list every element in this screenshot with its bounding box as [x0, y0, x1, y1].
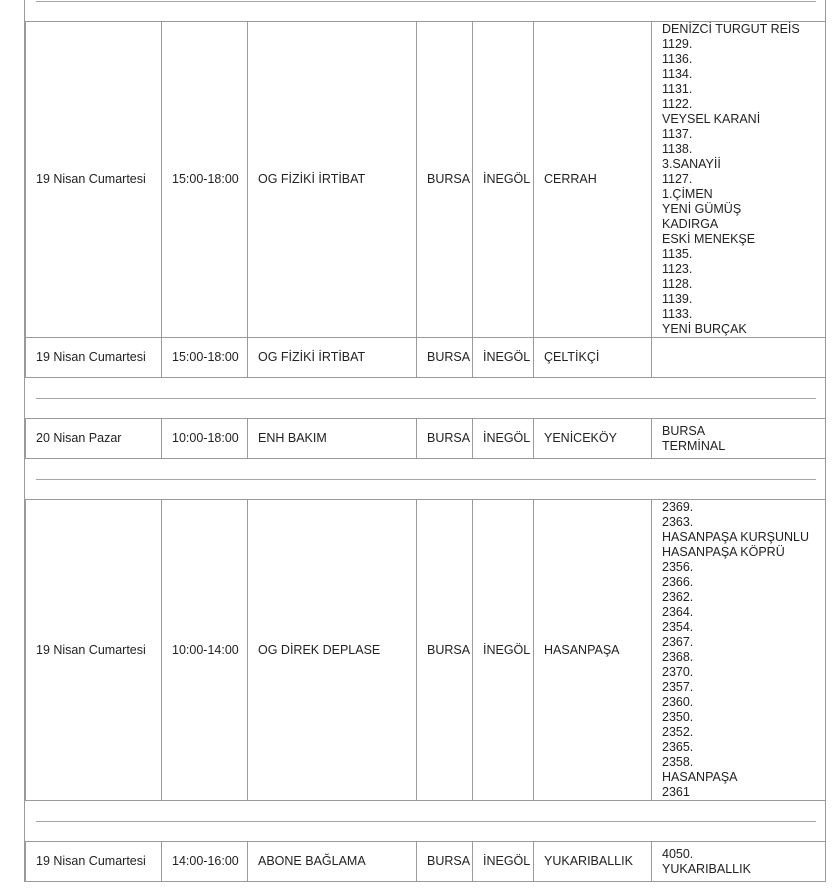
- table-row: [26, 338, 826, 378]
- affected-place-item: YENİ GÜMÜŞ: [662, 202, 742, 216]
- separator-row: [26, 459, 826, 500]
- work-type-cell: ENH BAKIM: [248, 419, 417, 459]
- affected-place-item: 1131.: [662, 82, 693, 96]
- affected-place-item: 3.SANAYİİ: [662, 157, 721, 171]
- district-cell: İNEGÖL: [473, 338, 534, 378]
- separator-row: [26, 378, 826, 419]
- affected-place-item: KADIRGA: [662, 217, 719, 231]
- affected-place-item: DENİZCİ TURGUT REİS: [662, 22, 800, 36]
- work-type-cell: OG FİZİKİ İRTİBAT: [248, 338, 417, 378]
- table-row: [26, 842, 826, 882]
- affected-place-item: 1.ÇİMEN: [662, 187, 713, 201]
- affected-place-item: 2363.: [662, 515, 694, 529]
- affected-places-cell: [652, 338, 826, 378]
- affected-place-item: 2367.: [662, 635, 694, 649]
- work-type-cell: OG FİZİKİ İRTİBAT: [248, 22, 417, 338]
- neighborhood-cell: YENİCEKÖY: [534, 419, 652, 459]
- table-row: [26, 419, 826, 459]
- affected-place-item: 2370.: [662, 665, 694, 679]
- time-cell: 10:00-18:00: [162, 419, 248, 459]
- affected-place-item: VEYSEL KARANİ: [662, 112, 761, 126]
- separator-line: [36, 479, 816, 480]
- neighborhood-cell: HASANPAŞA: [534, 500, 652, 801]
- table-row: [26, 500, 826, 801]
- affected-place-item: 2368.: [662, 650, 694, 664]
- neighborhood-cell: ÇELTİKÇİ: [534, 338, 652, 378]
- separator-row: [26, 801, 826, 842]
- outage-table-container: [24, 0, 826, 882]
- affected-place-item: YUKARIBALLIK: [662, 861, 751, 876]
- time-cell: 14:00-16:00: [162, 842, 248, 882]
- city-cell: BURSA: [417, 842, 473, 882]
- city-cell: BURSA: [417, 419, 473, 459]
- date-cell: 19 Nisan Cumartesi: [26, 500, 162, 801]
- work-type-cell: OG DİREK DEPLASE: [248, 500, 417, 801]
- district-cell: İNEGÖL: [473, 419, 534, 459]
- district-cell: İNEGÖL: [473, 842, 534, 882]
- affected-place-item: 1129.: [662, 37, 693, 51]
- affected-place-item: YENİ BURÇAK: [662, 322, 747, 336]
- separator-line: [36, 398, 816, 399]
- city-cell: BURSA: [417, 22, 473, 338]
- affected-place-item: 2358.: [662, 755, 694, 769]
- affected-place-item: HASANPAŞA KURŞUNLU: [662, 530, 810, 544]
- affected-place-item: ESKİ MENEKŞE: [662, 232, 756, 246]
- affected-places-cell: [652, 842, 826, 882]
- district-cell: İNEGÖL: [473, 500, 534, 801]
- affected-place-item: 1122.: [662, 97, 693, 111]
- affected-place-item: 1138.: [662, 142, 693, 156]
- date-cell: 19 Nisan Cumartesi: [26, 22, 162, 338]
- affected-place-item: 4050.: [662, 846, 694, 861]
- date-cell: 19 Nisan Cumartesi: [26, 338, 162, 378]
- affected-place-item: 2369.: [662, 500, 694, 514]
- separator-line: [36, 1, 816, 2]
- table-row: [26, 22, 826, 338]
- affected-place-item: 2362.: [662, 590, 694, 604]
- affected-place-item: 1128.: [662, 277, 693, 291]
- affected-place-item: BURSA: [662, 423, 706, 438]
- affected-place-item: 2352.: [662, 725, 694, 739]
- affected-place-item: 1127.: [662, 172, 693, 186]
- affected-place-item: 2365.: [662, 740, 694, 754]
- affected-place-item: 2356.: [662, 560, 694, 574]
- affected-places-cell: [652, 419, 826, 459]
- date-cell: 20 Nisan Pazar: [26, 419, 162, 459]
- affected-place-item: TERMİNAL: [662, 438, 726, 453]
- neighborhood-cell: YUKARIBALLIK: [534, 842, 652, 882]
- affected-place-item: HASANPAŞA: [662, 770, 738, 784]
- time-cell: 15:00-18:00: [162, 338, 248, 378]
- separator-row: [26, 0, 826, 22]
- time-cell: 15:00-18:00: [162, 22, 248, 338]
- affected-place-item: 2361: [662, 785, 690, 799]
- city-cell: BURSA: [417, 338, 473, 378]
- separator-line: [36, 821, 816, 822]
- affected-place-item: 2350.: [662, 710, 694, 724]
- affected-place-item: 2360.: [662, 695, 694, 709]
- affected-place-item: 1139.: [662, 292, 693, 306]
- affected-place-item: 1123.: [662, 262, 693, 276]
- neighborhood-cell: CERRAH: [534, 22, 652, 338]
- affected-place-item: 2357.: [662, 680, 694, 694]
- district-cell: İNEGÖL: [473, 22, 534, 338]
- affected-places-cell: [652, 500, 826, 801]
- affected-place-item: 2364.: [662, 605, 694, 619]
- affected-place-item: 1137.: [662, 127, 693, 141]
- outage-table: [25, 0, 826, 882]
- affected-place-item: 2366.: [662, 575, 694, 589]
- affected-place-item: 1134.: [662, 67, 693, 81]
- time-cell: 10:00-14:00: [162, 500, 248, 801]
- affected-places-cell: [652, 22, 826, 338]
- work-type-cell: ABONE BAĞLAMA: [248, 842, 417, 882]
- affected-place-item: 1136.: [662, 52, 693, 66]
- affected-place-item: 2354.: [662, 620, 694, 634]
- city-cell: BURSA: [417, 500, 473, 801]
- affected-place-item: 1135.: [662, 247, 693, 261]
- affected-place-item: HASANPAŞA KÖPRÜ: [662, 545, 785, 559]
- date-cell: 19 Nisan Cumartesi: [26, 842, 162, 882]
- affected-place-item: 1133.: [662, 307, 693, 321]
